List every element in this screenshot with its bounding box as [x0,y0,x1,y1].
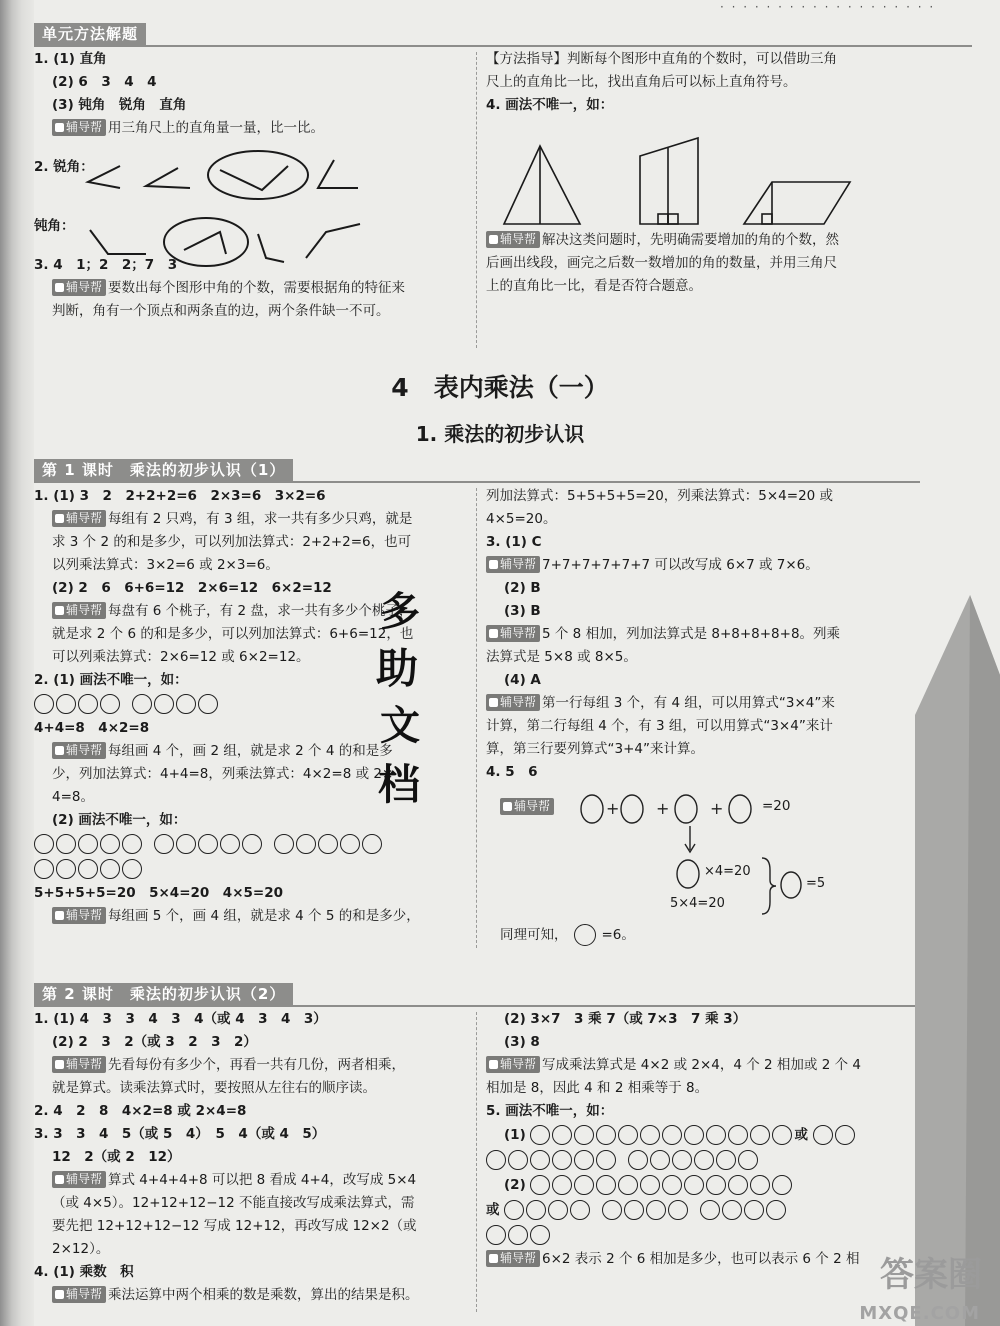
tutor-badge: 辅导帮 [486,1056,540,1073]
drawn-circle [56,694,76,714]
tutor-icon [55,911,64,920]
lesson-1-right-column [486,485,926,784]
question-4-shapes [496,136,866,232]
answer-line: (2) 2 3 2（或 3 2 3 2） [52,1034,257,1050]
parallelogram-shape [744,182,850,224]
drawn-circle [646,1200,666,1220]
drawn-circle [700,1200,720,1220]
drawn-circle [596,1175,616,1195]
drawn-circle [618,1125,638,1145]
answer-line: 要先把 12+12+12−12 写成 12+12，再改写成 12×2（或 [52,1218,417,1234]
answer-line: 4×5=20。 [486,511,557,527]
drawn-circle [750,1175,770,1195]
drawn-circle [624,1200,644,1220]
drawn-circle [662,1125,682,1145]
column-divider [476,1012,477,1312]
drawn-circle [526,1200,546,1220]
drawn-circle [34,694,54,714]
drawn-circle [574,1150,594,1170]
drawn-circle [574,1125,594,1145]
tutor-icon [489,1060,498,1069]
drawn-circle [772,1175,792,1195]
obtuse-angle-drawings [80,210,380,274]
tutor-icon [489,560,498,569]
drawn-circle [552,1150,572,1170]
acute-circle [208,151,308,199]
watermark-url: MXQE.COM [859,1303,980,1324]
answer-line: (2) [486,1173,926,1198]
answer-line: (3) 8 [504,1034,540,1050]
column-divider [476,488,477,948]
drawn-circle [668,1200,688,1220]
mango-icon [729,795,751,823]
answer-line: 1. (1) 直角 [34,51,107,67]
watermark-brand: 答案圈 [880,1255,982,1295]
obtuse-angle-3 [306,224,360,258]
section-rule [34,45,972,47]
tutor-badge: 辅导帮 [486,625,540,642]
answer-line: 4=8。 [52,789,94,805]
answer-line: 辅导帮 第一行每组 3 个，有 4 组，可以用算式“3×4”来 [486,692,926,715]
tutor-badge: 辅导帮 [52,1056,106,1073]
answer-line [34,857,474,882]
tutor-icon [503,802,512,811]
handwriting-char: 档 [378,760,421,809]
section-rule [34,481,920,483]
answer-line: 辅导帮 每组有 2 只鸡，有 3 组，求一共有多少只鸡，就是 [34,508,474,531]
answer-line: 辅导帮 乘法运算中两个相乘的数是乘数，算出的结果是积。 [34,1284,474,1307]
lesson-2-left-column [34,1008,474,1307]
handwriting-char: 多 [380,588,420,635]
handwriting-char: 助 [376,644,419,693]
drawn-circle [570,1200,590,1220]
tutor-badge: 辅导帮 [52,1286,106,1303]
drawn-circle [640,1175,660,1195]
tutor-icon [489,1254,498,1263]
answer-line: 1. (1) 3 2 2+2+2=6 2×3=6 3×2=6 [34,488,326,504]
acute-angle-drawings [80,148,380,210]
tutor-icon [55,746,64,755]
mango-alt-eq: 5×4=20 [670,896,725,911]
drawn-circle [318,834,338,854]
drawn-circle [78,859,98,879]
drawn-circle [728,1175,748,1195]
drawn-circle [274,834,294,854]
tutor-badge: 辅导帮 [486,556,540,573]
answer-line: 列加法算式：5+5+5+5=20，列乘法算式：5×4=20 或 [486,488,834,504]
answer-line: 辅导帮 算式 4+4+4+8 可以把 8 看成 4+4，改写成 5×4 [34,1169,474,1192]
drawn-circle [34,859,54,879]
answer-line: 4. 5 6 [486,764,538,780]
drawn-circle [100,859,120,879]
drawn-circle [504,1200,524,1220]
answer-line: 辅导帮 用三角尺上的直角量一量，比一比。 [34,117,472,140]
answer-line: 【方法指导】判断每个图形中直角的个数时，可以借助三角 [486,51,837,67]
pomegranate-icon [574,924,596,946]
page-gutter [0,0,34,1326]
drawn-circle [362,834,382,854]
answer-line: 少，列加法算式：4+4=8，列乘法算式：4×2=8 或 2× [52,766,394,782]
answer-line: (2) 2 6 6+6=12 2×6=12 6×2=12 [52,580,332,596]
tutor-icon [55,123,64,132]
drawn-circle [694,1150,714,1170]
answer-line: 上的直角比一比，看是否符合题意。 [486,278,702,294]
drawn-circle [530,1175,550,1195]
drawn-circle [56,859,76,879]
badge: 辅导帮 [500,798,554,815]
drawn-circle [628,1150,648,1170]
drawn-circle [835,1125,855,1145]
answer-line [34,832,474,857]
answer-line: 辅导帮 5 个 8 相加，列加法算式是 8+8+8+8+8。列乘 [486,623,926,646]
drawn-circle [340,834,360,854]
mango-icon [674,858,702,890]
decorative-pyramid [915,595,1000,1326]
mango-icon [675,795,697,823]
tutor-badge: 辅导帮 [486,694,540,711]
answer-line: 计算，第二行每组 4 个，有 3 组，可以用算式“3×4”来计 [486,718,833,734]
answer-line: （或 4×5）。12+12+12−12 不能直接改写成乘法算式，需 [52,1195,415,1211]
answer-line: 求 3 个 2 的和是多少，可以列加法算式：2+2+2=6，也可 [52,534,412,550]
drawn-circle [766,1200,786,1220]
mango-result: =5 [806,876,826,891]
drawn-circle [722,1200,742,1220]
answer-line: 2. 4 2 8 4×2=8 或 2×4=8 [34,1103,247,1119]
tutor-icon [55,1060,64,1069]
answer-line: (4) A [504,672,541,688]
answer-line: 辅导帮 写成乘法算式是 4×2 或 2×4，4 个 2 相加或 2 个 4 [486,1054,926,1077]
drawn-circle [198,834,218,854]
answer-line [486,1223,926,1248]
answer-line: 1. (1) 4 3 3 4 3 4（或 4 3 4 3） [34,1011,327,1027]
answer-line: 钝角： [34,218,75,234]
tutor-icon [55,283,64,292]
tutor-icon [489,235,498,244]
answer-line: 辅导帮 7+7+7+7+7+7 可以改写成 6×7 或 7×6。 [486,554,926,577]
acute-angle-in-circle [220,166,288,190]
answer-line: 2. 锐角： [34,159,94,175]
drawn-circle [738,1150,758,1170]
mango-sum: =20 [762,798,791,814]
drawn-circle [176,834,196,854]
drawn-circle [122,859,142,879]
tutor-badge: 辅导帮 [52,510,106,527]
lesson-1-header: 第 1 课时 乘法的初步认识（1） [34,459,293,481]
drawn-circle [706,1175,726,1195]
obtuse-angle-in-circle [184,232,226,254]
answer-line: 4. 画法不唯一，如： [486,97,614,113]
drawn-circle [122,834,142,854]
obtuse-angle-2 [258,234,284,262]
mango-icon [581,795,603,823]
drawn-circle [684,1125,704,1145]
tutor-badge: 辅导帮 [52,1171,106,1188]
down-arrow-icon [682,826,698,856]
brace-icon [758,856,778,916]
answer-line: 辅导帮 解决这类问题时，先明确需要增加的角的个数，然 [486,229,966,252]
mango-times: ×4=20 [704,864,751,879]
answer-line: 法算式是 5×8 或 8×5。 [486,649,637,665]
drawn-circle [486,1225,506,1245]
drawn-circle [198,694,218,714]
drawn-circle [596,1150,616,1170]
answer-line: 判断，角有一个顶点和两条直的边，两个条件缺一不可。 [52,303,390,319]
acute-angle-3 [318,160,358,188]
answer-line: 可以列乘法算式：2×6=12 或 6×2=12。 [52,649,310,665]
drawn-circle [78,694,98,714]
answer-line: (2) B [504,580,541,596]
tutor-badge: 辅导帮 [52,119,106,136]
drawn-circle [640,1125,660,1145]
mango-icon [778,870,804,900]
drawn-circle [772,1125,792,1145]
tutor-icon [55,1175,64,1184]
answer-line: (2) 6 3 4 4 [52,74,157,90]
answer-line: 12 2（或 2 12） [52,1149,181,1165]
answer-line: 相加是 8，因此 4 和 2 相乘等于 8。 [486,1080,709,1096]
drawn-circle [132,694,152,714]
chapter-subtitle: 1. 乘法的初步认识 [415,422,585,446]
drawn-circle [552,1125,572,1145]
drawn-circle [602,1200,622,1220]
answer-line: 5+5+5+5=20 5×4=20 4×5=20 [34,885,283,901]
chapter-title: 4 表内乘法（一） [391,373,609,402]
answer-line: 辅导帮 每盘有 6 个桃子，有 2 盘，求一共有多少个桃子， [34,600,474,623]
tutor-badge: 辅导帮 [52,742,106,759]
answer-line: (2) 3×7 3 乘 7（或 7×3 7 乘 3） [504,1011,747,1027]
tutor-icon [55,1290,64,1299]
triangle-shape [504,146,580,224]
drawn-circle [530,1225,550,1245]
drawn-circle [220,834,240,854]
answer-line: 辅导帮 先看每份有多少个，再看一共有几份，两者相乘， [34,1054,474,1077]
drawn-circle [548,1200,568,1220]
answer-line: 3. 3 3 4 5（或 5 4） 5 4（或 4 5） [34,1126,326,1142]
drawn-circle [486,1150,506,1170]
drawn-circle [242,834,262,854]
answer-line: (3) B [504,603,541,619]
drawn-circle [296,834,316,854]
drawn-circle [750,1125,770,1145]
drawn-circle [744,1200,764,1220]
answer-line: 算，第三行要列算式“3+4”来计算。 [486,741,704,757]
drawn-circle [100,694,120,714]
drawn-circle [176,694,196,714]
answer-line: 尺上的直角比一比，找出直角后可以标上直角符号。 [486,74,797,90]
answer-line: 就是求 2 个 6 的和是多少，可以列加法算式：6+6=12，也 [52,626,414,642]
conclusion-line: 同理可知， =6。 [500,924,635,947]
tutor-icon [489,698,498,707]
top-dots: · · · · · · · · · · · · · · · · · · · [720,0,936,14]
drawn-circle [530,1125,550,1145]
tutor-badge: 辅导帮 [52,907,106,924]
answer-line: 3. (1) C [486,534,542,550]
answer-line: 以列乘法算式：3×2=6 或 2×3=6。 [52,557,279,573]
tutor-icon [55,606,64,615]
drawn-circle [34,834,54,854]
drawn-circle [684,1175,704,1195]
section-header-unit-methods: 单元方法解题 [34,23,146,45]
answer-line: 辅导帮 要数出每个图形中角的个数，需要根据角的特征来 [34,277,472,300]
drawn-circle [716,1150,736,1170]
answer-line: 后画出线段，画完之后数一数增加的角的数量，并用三角尺 [486,255,837,271]
tutor-icon [489,629,498,638]
acute-angle-1 [88,166,120,188]
drawn-circle [530,1150,550,1170]
tutor-badge: 辅导帮 [486,1250,540,1267]
drawn-circle [574,1175,594,1195]
lesson-2-header: 第 2 课时 乘法的初步认识（2） [34,983,293,1005]
drawn-circle [650,1150,670,1170]
answer-line: (2) 画法不唯一，如： [52,812,187,828]
drawn-circle [552,1175,572,1195]
answer-line: 4+4=8 4×2=8 [34,720,150,736]
trapezoid-shape [640,138,698,224]
answer-line: 2×12）。 [52,1241,110,1257]
answer-line: 3. 4 1；2 2；7 3 [34,257,178,273]
answer-line: 或 [486,1198,926,1223]
answer-line: 辅导帮 每组画 4 个，画 2 组，就是求 2 个 4 的和是多 [34,740,474,763]
drawn-circle [672,1150,692,1170]
lesson-2-right-column [486,1008,926,1271]
drawn-circle [154,834,174,854]
answer-line: 辅导帮 每组画 5 个，画 4 组，就是求 4 个 5 的和是多少， [34,905,474,928]
tutor-badge: 辅导帮 [52,279,106,296]
answer-line: (1) 或 [486,1123,926,1148]
handwriting-char: 文 [380,702,420,749]
answer-line: 2. (1) 画法不唯一，如： [34,672,188,688]
drawn-circle [728,1125,748,1145]
drawn-circle [618,1175,638,1195]
obtuse-angle-1 [90,230,146,254]
obtuse-circle [164,218,248,266]
answer-line: 5. 画法不唯一，如： [486,1103,614,1119]
tutor-badge: 辅导帮 [52,602,106,619]
answer-line: (3) 钝角 锐角 直角 [52,97,187,113]
acute-angle-2 [146,168,190,188]
svg-text:+: + [606,799,620,818]
mango-equation-diagram [500,792,830,922]
drawn-circle [508,1225,528,1245]
mango-icon [621,795,643,823]
svg-text:+: + [710,799,724,818]
drawn-circle [706,1125,726,1145]
answer-line [486,1148,926,1173]
answer-line: 就是算式。读乘法算式时，要按照从左往右的顺序读。 [52,1080,376,1096]
column-divider [476,52,477,348]
answer-line: 辅导帮 6×2 表示 2 个 6 相加是多少，也可以表示 6 个 2 相 [486,1248,926,1271]
section-rule [34,1005,920,1007]
mango-row [576,792,776,826]
drawn-circle [154,694,174,714]
drawn-circle [56,834,76,854]
drawn-circle [596,1125,616,1145]
drawn-circle [508,1150,528,1170]
svg-text:+: + [656,799,670,818]
drawn-circle [78,834,98,854]
tutor-icon [55,514,64,523]
tutor-badge: 辅导帮 [486,231,540,248]
answer-line: 4. (1) 乘数 积 [34,1264,134,1280]
drawn-circle [813,1125,833,1145]
drawn-circle [662,1175,682,1195]
drawn-circle [100,834,120,854]
